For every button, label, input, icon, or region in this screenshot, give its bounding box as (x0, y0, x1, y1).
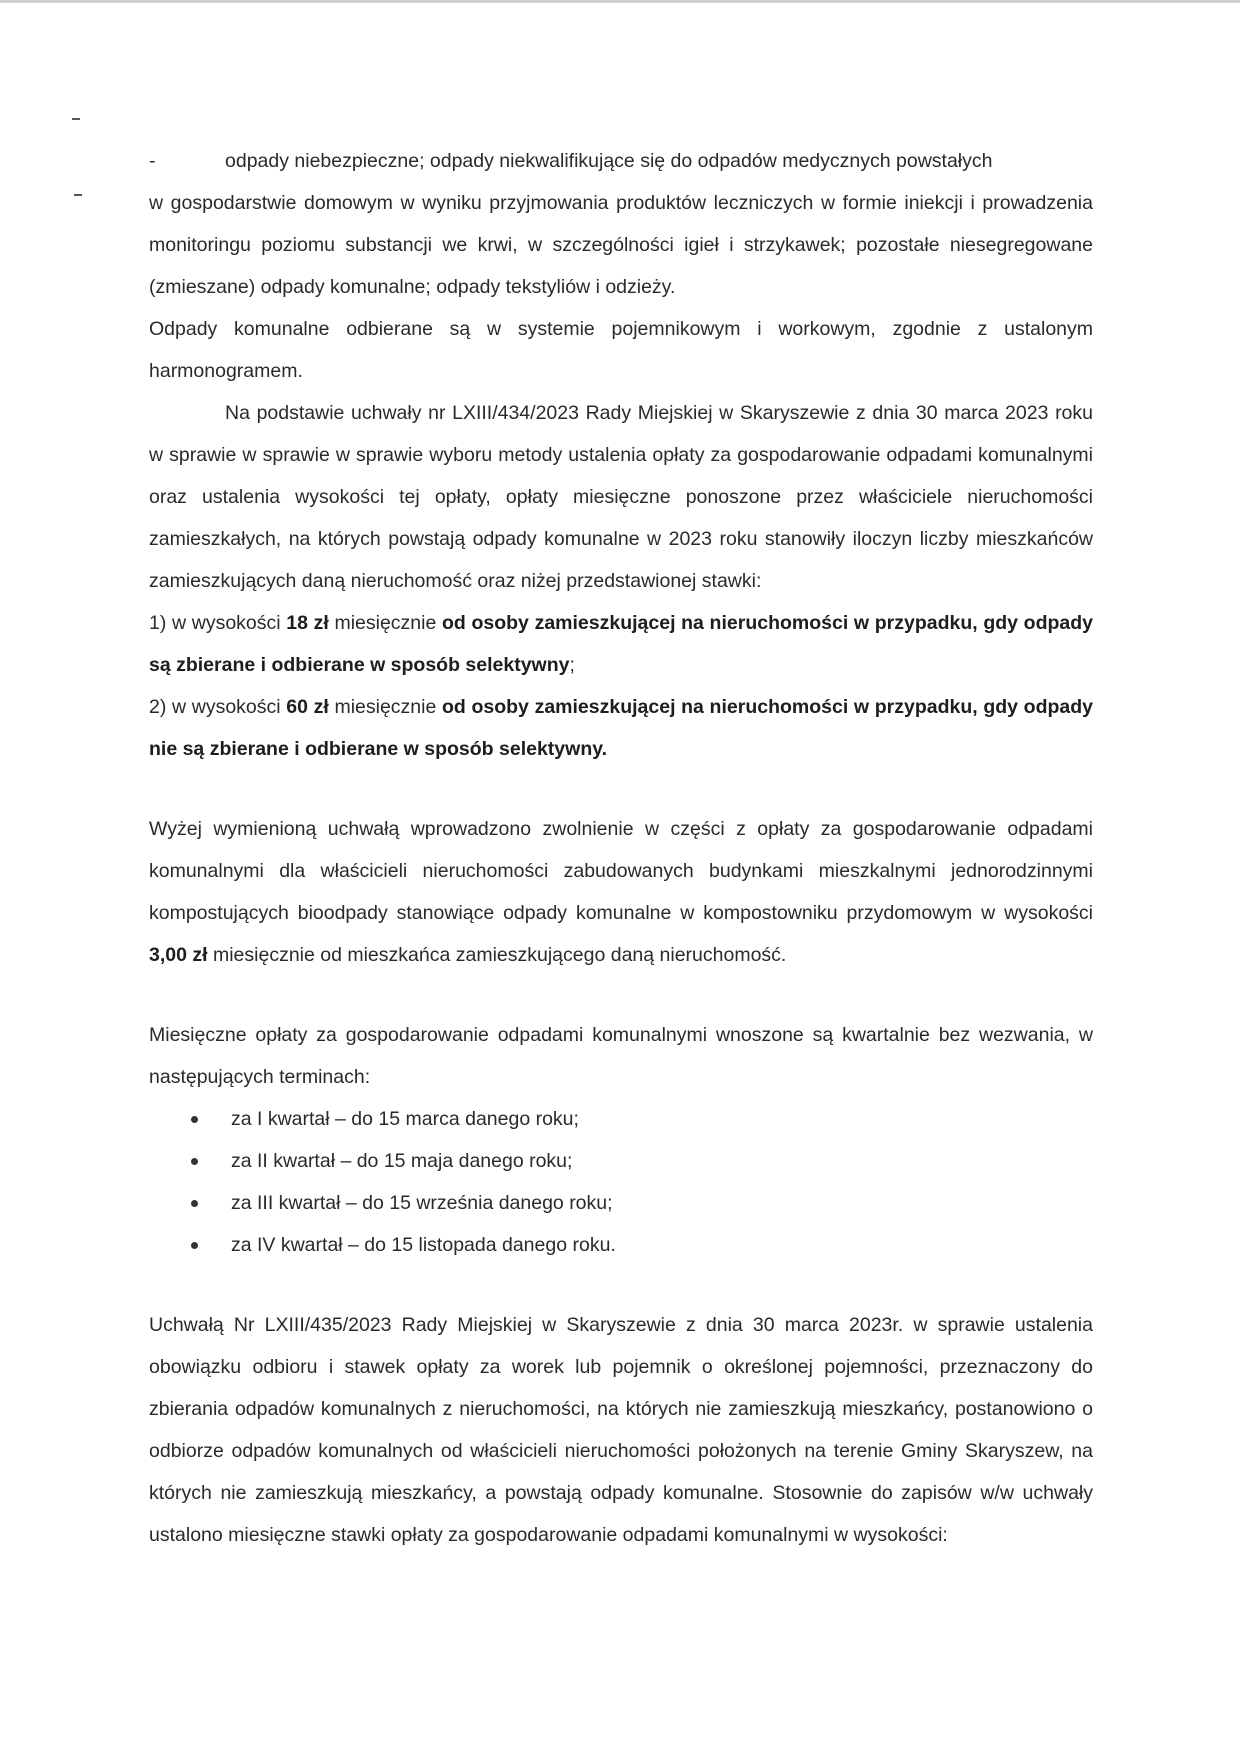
resolution-435-paragraph: Uchwałą Nr LXIII/435/2023 Rady Miejskiej w Skaryszewie z dnia 30 marca 2023r. w sprawie ustalenia obowiązku odbioru i stawek opłaty za worek lub pojemnik o określonej pojemności, przeznaczony do zbierania odpadów komunalnych z nieruchomości, na których nie zamieszkują mieszkańcy, postanowiono o odbiorze odpadów komunalnych od właścicieli nieruchomości położonych na terenie Gminy Skaryszew, na których nie zamieszkują mieszkańcy, a powstają odpady komunalne. Stosownie do zapisów w/w uchwały ustalono miesięczne stawki opłaty za gospodarowanie odpadami komunalnymi w wysokości: (149, 1314, 1093, 1546)
document-body (149, 140, 1093, 1556)
list-item: za II kwartał – do 15 maja danego roku; (149, 1140, 1093, 1182)
payment-deadlines-list (149, 1098, 1093, 1266)
scan-edge (0, 0, 1240, 3)
list-item: za III kwartał – do 15 września danego roku; (149, 1182, 1093, 1224)
rate-amount-60: 60 zł (286, 696, 329, 718)
rate-item-2: 2) w wysokości 60 zł miesięcznie od osoby zamieszkującej na nieruchomości w przypadku, gdy odpady nie są zbierane i odbierane w sposób selektywny. (149, 696, 1094, 760)
rate-2-condition: od osoby zamieszkującej na nieruchomości w przypadku, gdy odpady nie są zbierane i odbierane w sposób selektywny. (149, 696, 1094, 760)
rate-item-1: 1) w wysokości 18 zł miesięcznie od osoby zamieszkującej na nieruchomości w przypadku, gdy odpady są zbierane i odbierane w sposób selektywny; (149, 612, 1094, 676)
resolution-434-paragraph: Na podstawie uchwały nr LXIII/434/2023 Rady Miejskiej w Skaryszewie z dnia 30 marca 2023 roku w sprawie w sprawie w sprawie wyboru metody ustalenia opłaty za gospodarowanie odpadami komunalnymi oraz ustalenia wysokości tej opłaty, opłaty miesięczne ponoszone przez właściciele nieruchomości zamieszkałych, na których powstają odpady komunalne w 2023 roku stanowiły iloczyn liczby mieszkańców zamieszkujących daną nieruchomość oraz niżej przedstawionej stawki: (149, 402, 1093, 592)
waste-types-line-1: odpady niebezpieczne; odpady niekwalifikujące się do odpadów medycznych powstałych (225, 150, 993, 172)
payment-schedule-paragraph: Miesięczne opłaty za gospodarowanie odpadami komunalnymi wnoszone są kwartalnie bez wezwania, w następujących terminach: (149, 1024, 1093, 1088)
list-dash: - (149, 150, 156, 172)
rate-1-condition: od osoby zamieszkującej na nieruchomości w przypadku, gdy odpady są zbierane i odbierane w sposób selektywny (149, 612, 1094, 676)
waste-types-first-line (149, 140, 1093, 182)
waste-types-paragraph: w gospodarstwie domowym w wyniku przyjmowania produktów leczniczych w formie iniekcji i prowadzenia monitoringu poziomu substancji we krwi, w szczególności igieł i strzykawek; pozostałe niesegregowane (zmieszane) odpady komunalne; odpady tekstyliów i odzieży. (149, 192, 1093, 298)
composting-exemption-paragraph: Wyżej wymienioną uchwałą wprowadzono zwolnienie w części z opłaty za gospodarowanie odpadami komunalnymi dla właścicieli nieruchomości zabudowanych budynkami mieszkalnymi jednorodzinnymi kompostujących bioodpady stanowiące odpady komunalne w kompostowniku przydomowym w wysokości 3,00 zł miesięcznie od mieszkańca zamieszkującego daną nieruchomość. (149, 818, 1093, 966)
list-item: za IV kwartał – do 15 listopada danego roku. (149, 1224, 1093, 1266)
scan-mark (74, 194, 82, 196)
exemption-amount: 3,00 zł (149, 944, 208, 966)
collection-system-paragraph: Odpady komunalne odbierane są w systemie pojemnikowym i workowym, zgodnie z ustalonym harmonogramem. (149, 318, 1093, 382)
list-item: za I kwartał – do 15 marca danego roku; (149, 1098, 1093, 1140)
scan-mark (72, 118, 80, 120)
rate-amount-18: 18 zł (286, 612, 329, 634)
